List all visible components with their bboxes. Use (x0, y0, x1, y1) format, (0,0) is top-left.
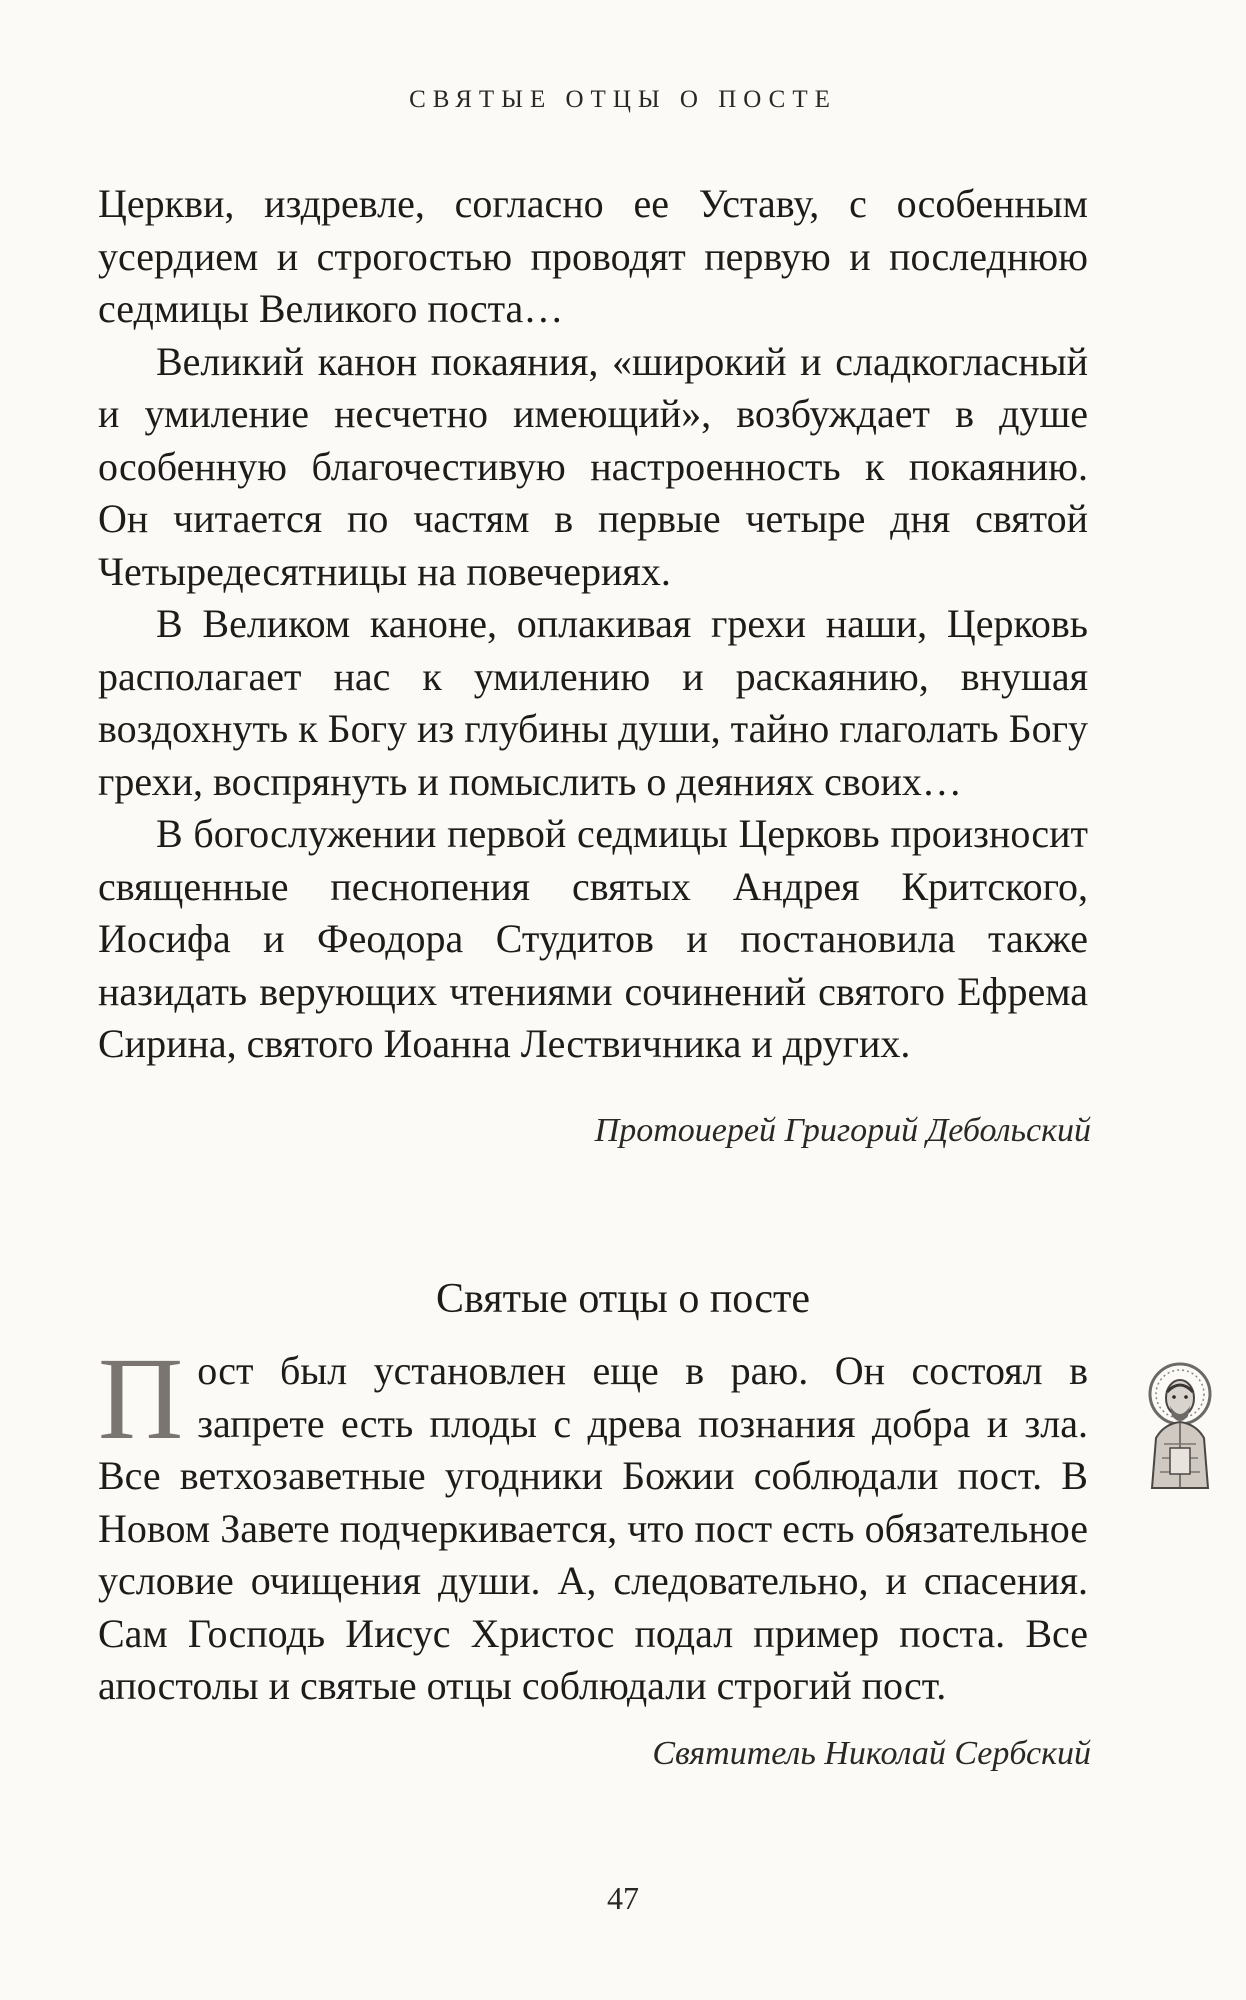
paragraph-4: В богослужении первой седмицы Церковь произносит священные песнопения святых Андрея Критского, Иосифа и Феодора Студитов и постановила также назидать верующих чтениями сочинений святого Ефрема Сирина, святого Иоанна Лествичника и других. (98, 811, 1088, 1066)
paragraph-3: В Великом каноне, оплакивая грехи наши, Церковь располагает нас к умилению и раскаянию, внушая воздохнуть к Богу из глубины души, тайно глаголать Богу грехи, воспрянуть и помыслить о деяниях своих… (98, 601, 1088, 804)
paragraph-2: Великий канон покаяния, «широкий и сладкогласный и умиление несчетно имеющий», возбуждает в душе особенную благочестивую настроенность к покаянию. Он читается по частям в первые четыре дня святой Четыредесятницы на повечериях. (98, 338, 1088, 594)
attribution-1: Протоиерей Григорий Дебольский (594, 1112, 1091, 1149)
paragraph-5 (98, 1333, 1088, 1713)
attribution-2: Святитель Николай Сербский (652, 1735, 1091, 1772)
running-head: СВЯТЫЕ ОТЦЫ О ПОСТЕ (409, 86, 837, 113)
saint-icon (1140, 1360, 1220, 1490)
section-1-text (98, 178, 1088, 1071)
section-title: Святые отцы о посте (436, 1276, 810, 1322)
paragraph-5-text: ост был установлен еще в раю. Он состоял в запрете есть плоды с древа познания добра и зла. Все ветхозаветные угодники Божии соблюдали пост. В Новом Завете подчеркивается, что пост есть обязательное условие очищения души. А, следовательно, и спасения. Сам Господь Иисус Христос подал пример поста. Все апостолы и святые отцы соблюдали строгий пост. (98, 1348, 1088, 1708)
section-2-text (98, 1333, 1088, 1713)
paragraph-1: Церкви, издревле, согласно ее Уставу, с особенным усердием и строгостью проводят первую и последнюю седмицы Великого поста… (98, 181, 1088, 331)
drop-cap: П (98, 1333, 184, 1464)
page-number: 47 (607, 1880, 639, 1916)
